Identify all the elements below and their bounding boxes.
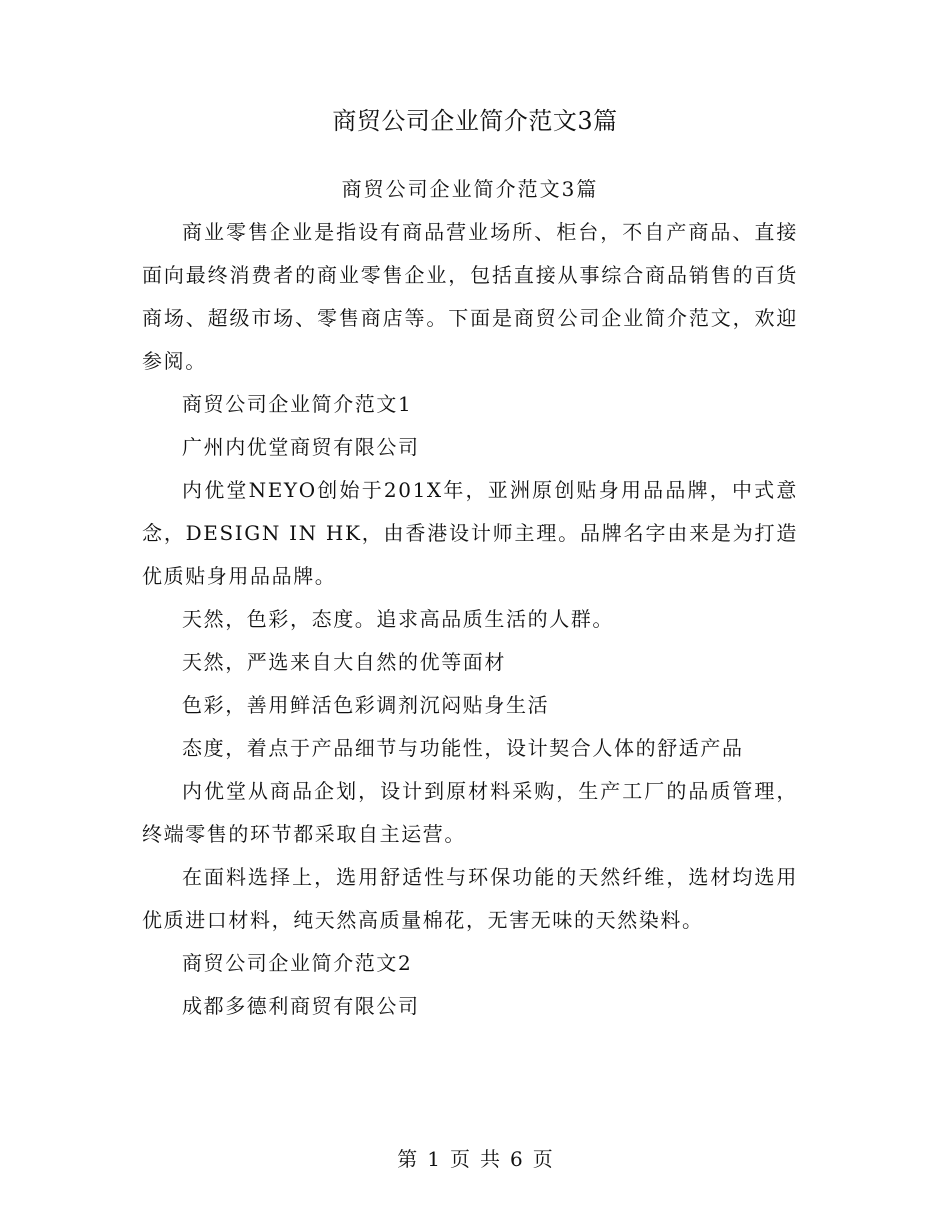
footer-page-label: 第 — [397, 1147, 418, 1171]
footer-total-pages: 6 — [510, 1147, 523, 1171]
company-name-2: 成都多德利商贸有限公司 — [182, 994, 420, 1018]
document-subtitle: 商贸公司企业简介范文3篇 — [341, 177, 599, 201]
document-title: 商贸公司企业简介范文3篇 — [332, 107, 618, 135]
materials-paragraph: 在面料选择上，选用舒适性与环保功能的天然纤维，选材均选用优质进口材料，纯天然高质量棉花，无害无味的天然染料。 — [142, 865, 798, 932]
page-footer — [0, 1144, 950, 1174]
footer-total-unit: 页 — [532, 1147, 553, 1171]
value-attitude: 态度，着点于产品细节与功能性，设计契合人体的舒适产品 — [182, 736, 744, 760]
value-color: 色彩，善用鲜活色彩调剂沉闷贴身生活 — [182, 693, 550, 717]
value-nature: 天然，严选来自大自然的优等面材 — [182, 650, 506, 674]
footer-total-label: 共 — [480, 1147, 500, 1171]
company-name-1: 广州内优堂商贸有限公司 — [182, 435, 420, 459]
intro-paragraph: 商业零售企业是指设有商品营业场所、柜台，不自产商品、直接面向最终消费者的商业零售企业，包括直接从事综合商品销售的百货商场、超级市场、零售商店等。下面是商贸公司企业简介范文，欢迎参阅。 — [142, 220, 798, 373]
brand-values: 天然，色彩，态度。追求高品质生活的人群。 — [182, 607, 614, 631]
section-heading-2: 商贸公司企业简介范文2 — [182, 951, 413, 975]
footer-page-unit: 页 — [450, 1147, 470, 1171]
brand-description: 内优堂NEYO创始于201X年，亚洲原创贴身用品品牌，中式意念，DESIGN IN HK，由香港设计师主理。品牌名字由来是为打造优质贴身用品品牌。 — [142, 478, 798, 588]
operations-paragraph: 内优堂从商品企划，设计到原材料采购，生产工厂的品质管理，终端零售的环节都采取自主运营。 — [142, 779, 798, 846]
footer-page-number: 1 — [427, 1147, 440, 1171]
section-heading-1: 商贸公司企业简介范文1 — [182, 392, 413, 416]
document-body — [142, 168, 798, 1028]
